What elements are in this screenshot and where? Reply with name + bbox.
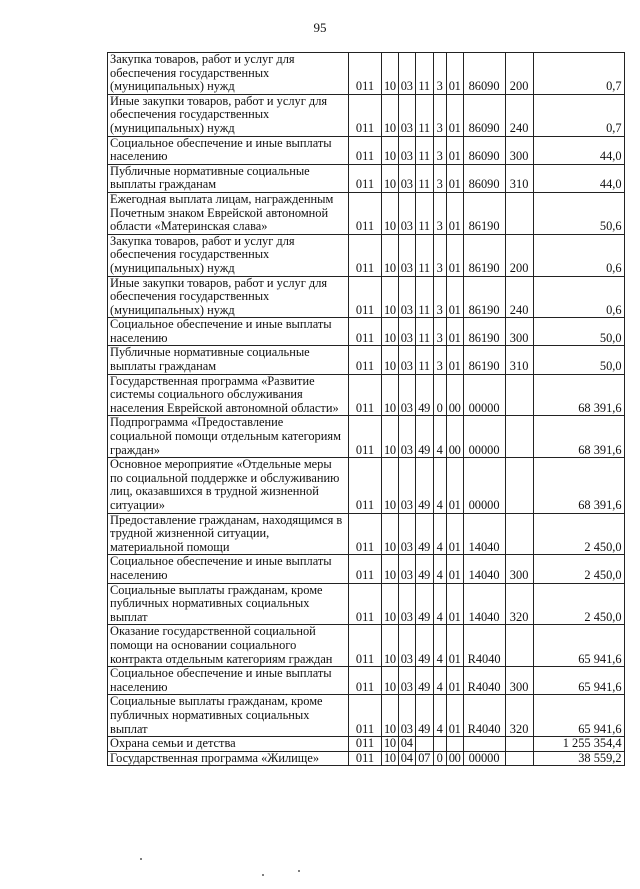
code-direction: 86090 xyxy=(463,136,505,164)
code-program: 49 xyxy=(415,555,433,583)
code-pr: 04 xyxy=(398,737,415,752)
code-rz: 10 xyxy=(382,374,399,416)
code-pr: 03 xyxy=(398,164,415,192)
code-expense-type xyxy=(505,192,533,234)
code-event: 00 xyxy=(446,751,463,766)
code-direction: 14040 xyxy=(463,513,505,555)
row-name: Социальные выплаты гражданам, кроме публичных нормативных социальных выплат xyxy=(108,583,349,625)
code-subprogram: 0 xyxy=(433,751,446,766)
code-expense-type: 300 xyxy=(505,555,533,583)
table-row xyxy=(108,136,625,164)
code-event: 01 xyxy=(446,53,463,95)
code-direction: 14040 xyxy=(463,555,505,583)
code-pr: 03 xyxy=(398,346,415,374)
code-rz: 10 xyxy=(382,667,399,695)
code-min: 011 xyxy=(349,276,382,318)
amount: 38 559,2 xyxy=(533,751,624,766)
code-program: 11 xyxy=(415,136,433,164)
row-name: Социальное обеспечение и иные выплаты населению xyxy=(108,136,349,164)
row-name: Социальное обеспечение и иные выплаты населению xyxy=(108,667,349,695)
code-min: 011 xyxy=(349,695,382,737)
amount: 44,0 xyxy=(533,136,624,164)
amount: 0,7 xyxy=(533,53,624,95)
code-program: 11 xyxy=(415,192,433,234)
table-row xyxy=(108,416,625,458)
amount: 68 391,6 xyxy=(533,416,624,458)
code-direction: R4040 xyxy=(463,625,505,667)
row-name: Иные закупки товаров, работ и услуг для обеспечения государственных (муниципальных) нужд xyxy=(108,276,349,318)
code-expense-type: 320 xyxy=(505,583,533,625)
code-program: 07 xyxy=(415,751,433,766)
code-subprogram: 3 xyxy=(433,136,446,164)
table-row xyxy=(108,94,625,136)
code-min: 011 xyxy=(349,374,382,416)
table-row xyxy=(108,737,625,752)
row-name: Закупка товаров, работ и услуг для обеспечения государственных (муниципальных) нужд xyxy=(108,53,349,95)
code-event: 01 xyxy=(446,234,463,276)
row-name: Государственная программа «Развитие системы социального обслуживания населения Еврейской автономной области» xyxy=(108,374,349,416)
code-pr: 03 xyxy=(398,276,415,318)
table-row xyxy=(108,374,625,416)
row-name: Публичные нормативные социальные выплаты гражданам xyxy=(108,346,349,374)
code-pr: 03 xyxy=(398,136,415,164)
table-row xyxy=(108,234,625,276)
code-pr: 03 xyxy=(398,53,415,95)
code-direction: 00000 xyxy=(463,416,505,458)
code-direction: 00000 xyxy=(463,374,505,416)
code-program: 11 xyxy=(415,94,433,136)
amount: 68 391,6 xyxy=(533,374,624,416)
code-direction: R4040 xyxy=(463,695,505,737)
code-rz: 10 xyxy=(382,555,399,583)
code-direction: 86090 xyxy=(463,94,505,136)
code-event: 01 xyxy=(446,94,463,136)
code-event xyxy=(446,737,463,752)
code-subprogram: 3 xyxy=(433,94,446,136)
code-event: 01 xyxy=(446,583,463,625)
code-direction: 86090 xyxy=(463,164,505,192)
code-pr: 03 xyxy=(398,318,415,346)
code-event: 00 xyxy=(446,374,463,416)
table-row xyxy=(108,583,625,625)
code-subprogram: 3 xyxy=(433,318,446,346)
amount: 1 255 354,4 xyxy=(533,737,624,752)
table-row xyxy=(108,667,625,695)
code-min: 011 xyxy=(349,346,382,374)
code-rz: 10 xyxy=(382,695,399,737)
code-program: 49 xyxy=(415,513,433,555)
code-pr: 03 xyxy=(398,583,415,625)
code-expense-type: 300 xyxy=(505,667,533,695)
code-event: 01 xyxy=(446,318,463,346)
code-rz: 10 xyxy=(382,416,399,458)
row-name: Публичные нормативные социальные выплаты гражданам xyxy=(108,164,349,192)
code-expense-type: 310 xyxy=(505,164,533,192)
code-pr: 03 xyxy=(398,458,415,513)
row-name: Предоставление гражданам, находящимся в трудной жизненной ситуации, материальной помощи xyxy=(108,513,349,555)
code-direction xyxy=(463,737,505,752)
code-min: 011 xyxy=(349,751,382,766)
code-min: 011 xyxy=(349,625,382,667)
code-subprogram: 3 xyxy=(433,276,446,318)
code-direction: 14040 xyxy=(463,583,505,625)
code-rz: 10 xyxy=(382,192,399,234)
code-expense-type: 200 xyxy=(505,234,533,276)
code-program: 49 xyxy=(415,458,433,513)
table-row xyxy=(108,555,625,583)
code-rz: 10 xyxy=(382,234,399,276)
code-pr: 03 xyxy=(398,555,415,583)
code-min: 011 xyxy=(349,737,382,752)
code-subprogram xyxy=(433,737,446,752)
code-min: 011 xyxy=(349,416,382,458)
code-rz: 10 xyxy=(382,318,399,346)
code-min: 011 xyxy=(349,513,382,555)
code-subprogram: 3 xyxy=(433,53,446,95)
amount: 50,6 xyxy=(533,192,624,234)
code-min: 011 xyxy=(349,667,382,695)
code-direction: 00000 xyxy=(463,458,505,513)
row-name: Социальное обеспечение и иные выплаты населению xyxy=(108,555,349,583)
code-program: 49 xyxy=(415,695,433,737)
code-subprogram: 4 xyxy=(433,625,446,667)
code-subprogram: 4 xyxy=(433,416,446,458)
code-program xyxy=(415,737,433,752)
code-program: 49 xyxy=(415,625,433,667)
code-program: 49 xyxy=(415,583,433,625)
code-pr: 03 xyxy=(398,625,415,667)
row-name: Закупка товаров, работ и услуг для обеспечения государственных (муниципальных) нужд xyxy=(108,234,349,276)
code-subprogram: 4 xyxy=(433,555,446,583)
code-min: 011 xyxy=(349,583,382,625)
code-event: 01 xyxy=(446,625,463,667)
code-subprogram: 4 xyxy=(433,458,446,513)
code-direction: 86190 xyxy=(463,276,505,318)
code-event: 01 xyxy=(446,555,463,583)
code-direction: 00000 xyxy=(463,751,505,766)
row-name: Социальное обеспечение и иные выплаты населению xyxy=(108,318,349,346)
amount: 0,7 xyxy=(533,94,624,136)
row-name: Подпрограмма «Предоставление социальной помощи отдельным категориям граждан» xyxy=(108,416,349,458)
code-direction: 86190 xyxy=(463,346,505,374)
table-row xyxy=(108,751,625,766)
code-rz: 10 xyxy=(382,346,399,374)
code-direction: R4040 xyxy=(463,667,505,695)
amount: 44,0 xyxy=(533,164,624,192)
code-event: 00 xyxy=(446,416,463,458)
table-row xyxy=(108,346,625,374)
table-row xyxy=(108,695,625,737)
code-expense-type xyxy=(505,458,533,513)
amount: 65 941,6 xyxy=(533,625,624,667)
code-event: 01 xyxy=(446,458,463,513)
code-direction: 86090 xyxy=(463,53,505,95)
code-subprogram: 3 xyxy=(433,164,446,192)
code-expense-type: 310 xyxy=(505,346,533,374)
amount: 0,6 xyxy=(533,276,624,318)
amount: 2 450,0 xyxy=(533,513,624,555)
code-subprogram: 3 xyxy=(433,346,446,374)
code-min: 011 xyxy=(349,94,382,136)
code-subprogram: 4 xyxy=(433,695,446,737)
code-program: 49 xyxy=(415,374,433,416)
row-name: Государственная программа «Жилище» xyxy=(108,751,349,766)
code-expense-type: 320 xyxy=(505,695,533,737)
code-subprogram: 3 xyxy=(433,234,446,276)
code-rz: 10 xyxy=(382,136,399,164)
code-expense-type xyxy=(505,751,533,766)
code-min: 011 xyxy=(349,136,382,164)
code-program: 11 xyxy=(415,346,433,374)
code-program: 49 xyxy=(415,667,433,695)
table-row xyxy=(108,458,625,513)
code-rz: 10 xyxy=(382,94,399,136)
amount: 50,0 xyxy=(533,346,624,374)
table-row xyxy=(108,513,625,555)
code-rz: 10 xyxy=(382,53,399,95)
table-row xyxy=(108,53,625,95)
code-subprogram: 4 xyxy=(433,667,446,695)
code-event: 01 xyxy=(446,164,463,192)
code-rz: 10 xyxy=(382,751,399,766)
code-min: 011 xyxy=(349,164,382,192)
row-name: Иные закупки товаров, работ и услуг для обеспечения государственных (муниципальных) нужд xyxy=(108,94,349,136)
code-pr: 04 xyxy=(398,751,415,766)
amount: 65 941,6 xyxy=(533,695,624,737)
code-subprogram: 4 xyxy=(433,583,446,625)
code-event: 01 xyxy=(446,667,463,695)
code-rz: 10 xyxy=(382,737,399,752)
code-event: 01 xyxy=(446,136,463,164)
code-min: 011 xyxy=(349,555,382,583)
row-name: Охрана семьи и детства xyxy=(108,737,349,752)
table-row xyxy=(108,192,625,234)
code-rz: 10 xyxy=(382,276,399,318)
scan-specks xyxy=(0,840,640,880)
code-expense-type: 300 xyxy=(505,318,533,346)
amount: 2 450,0 xyxy=(533,555,624,583)
code-expense-type: 240 xyxy=(505,276,533,318)
code-program: 11 xyxy=(415,318,433,346)
table-row xyxy=(108,625,625,667)
code-min: 011 xyxy=(349,458,382,513)
code-event: 01 xyxy=(446,276,463,318)
code-expense-type xyxy=(505,416,533,458)
code-expense-type: 240 xyxy=(505,94,533,136)
code-expense-type xyxy=(505,374,533,416)
code-subprogram: 4 xyxy=(433,513,446,555)
code-min: 011 xyxy=(349,234,382,276)
code-program: 11 xyxy=(415,276,433,318)
amount: 0,6 xyxy=(533,234,624,276)
table-row xyxy=(108,164,625,192)
code-event: 01 xyxy=(446,346,463,374)
row-name: Оказание государственной социальной помощи на основании социального контракта отдельным категориям граждан xyxy=(108,625,349,667)
row-name: Социальные выплаты гражданам, кроме публичных нормативных социальных выплат xyxy=(108,695,349,737)
code-pr: 03 xyxy=(398,374,415,416)
code-program: 11 xyxy=(415,53,433,95)
code-subprogram: 0 xyxy=(433,374,446,416)
code-expense-type xyxy=(505,737,533,752)
row-name: Ежегодная выплата лицам, награжденным Почетным знаком Еврейской автономной области «Материнская слава» xyxy=(108,192,349,234)
amount: 65 941,6 xyxy=(533,667,624,695)
code-program: 11 xyxy=(415,164,433,192)
code-rz: 10 xyxy=(382,625,399,667)
code-expense-type: 200 xyxy=(505,53,533,95)
code-rz: 10 xyxy=(382,583,399,625)
amount: 2 450,0 xyxy=(533,583,624,625)
code-pr: 03 xyxy=(398,416,415,458)
code-pr: 03 xyxy=(398,234,415,276)
code-pr: 03 xyxy=(398,667,415,695)
code-pr: 03 xyxy=(398,192,415,234)
code-event: 01 xyxy=(446,695,463,737)
code-expense-type xyxy=(505,513,533,555)
amount: 68 391,6 xyxy=(533,458,624,513)
code-rz: 10 xyxy=(382,458,399,513)
code-direction: 86190 xyxy=(463,318,505,346)
code-program: 49 xyxy=(415,416,433,458)
code-pr: 03 xyxy=(398,513,415,555)
code-rz: 10 xyxy=(382,513,399,555)
code-program: 11 xyxy=(415,234,433,276)
page-number: 95 xyxy=(313,20,327,35)
code-expense-type: 300 xyxy=(505,136,533,164)
row-name: Основное мероприятие «Отдельные меры по социальной поддержке и обслуживанию лиц, оказавшихся в трудной жизненной ситуации» xyxy=(108,458,349,513)
code-min: 011 xyxy=(349,192,382,234)
code-expense-type xyxy=(505,625,533,667)
code-min: 011 xyxy=(349,318,382,346)
code-direction: 86190 xyxy=(463,234,505,276)
code-pr: 03 xyxy=(398,695,415,737)
code-direction: 86190 xyxy=(463,192,505,234)
code-subprogram: 3 xyxy=(433,192,446,234)
table-row xyxy=(108,318,625,346)
code-pr: 03 xyxy=(398,94,415,136)
amount: 50,0 xyxy=(533,318,624,346)
code-rz: 10 xyxy=(382,164,399,192)
code-event: 01 xyxy=(446,192,463,234)
code-min: 011 xyxy=(349,53,382,95)
budget-table xyxy=(107,52,625,766)
code-event: 01 xyxy=(446,513,463,555)
table-row xyxy=(108,276,625,318)
